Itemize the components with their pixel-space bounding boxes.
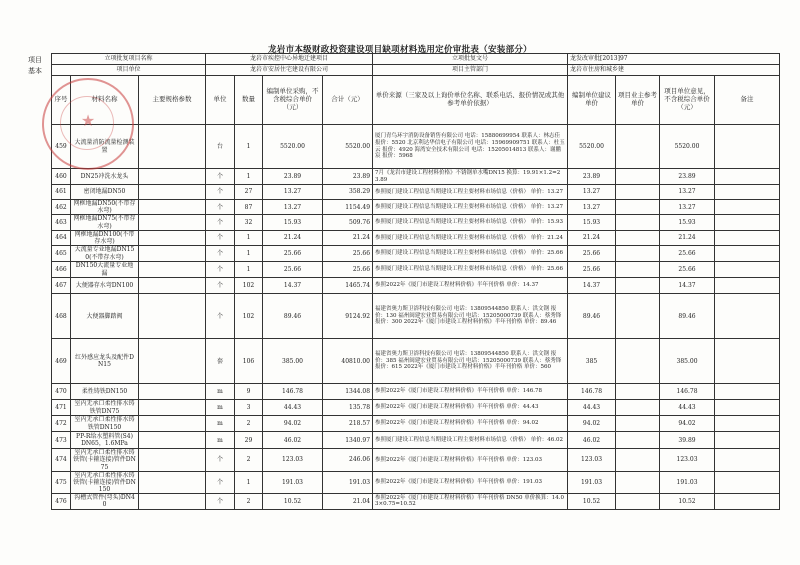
cell-total: 25.66 [323,246,373,262]
cell-remark [715,230,780,245]
cell-source: 参照2022年《厦门市建设工程材料价格》半年刊价格 单价：191.03 [373,471,568,494]
cell-seq: 464 [52,230,71,245]
authority-label: 项目主管部门 [373,65,568,76]
cell-remark [715,294,780,339]
cell-dept-price: 13.27 [660,200,715,215]
cell-name: DN25冲洗水龙头 [71,169,139,185]
cell-seq: 471 [52,400,71,416]
cell-dept-price: 10.52 [660,494,715,509]
cell-edit-price: 44.43 [568,400,616,416]
cell-spec [139,471,206,494]
cell-seq: 474 [52,449,71,472]
cell-unit: 个 [206,200,235,215]
page-title: 龙岩市本级财政投资建设项目缺项材料选用定价审批表（安装部分） [267,45,532,55]
cell-buy-price: 5520.00 [263,125,323,169]
approval-doc-value: 龙发改审批[2013]97 [568,54,780,65]
cell-edit-price: 14.37 [568,278,616,294]
cell-source: 参照2022年《厦门市建设工程材料价格》半年刊价格 单价：44.43 [373,400,568,416]
cell-name: 沟槽式管件(弯头)DN40 [71,494,139,509]
cell-seq: 470 [52,384,71,400]
cell-owner-price [616,125,660,169]
cell-qty: 1 [235,246,263,262]
cell-qty: 87 [235,200,263,215]
cell-spec [139,416,206,432]
cell-name: 柔性铸铁DN150 [71,384,139,400]
table-row [52,432,780,449]
cell-spec [139,494,206,509]
official-seal: ★ [42,78,134,170]
cell-seq: 461 [52,185,71,200]
header-buy-price: 编制单位采购，不含税综合单价（元） [263,76,323,125]
cell-source: 参照厦门建设工程信息当期建设工程主要材料市场信息（价格） 单价：25.66 [373,262,568,278]
cell-source: 参照厦门建设工程信息当期建设工程主要材料市场信息（价格） 单价：15.93 [373,215,568,230]
cell-unit: 个 [206,449,235,472]
cell-buy-price: 146.78 [263,384,323,400]
cell-remark [715,471,780,494]
cell-edit-price: 191.03 [568,471,616,494]
cell-owner-price [616,185,660,200]
cell-spec [139,230,206,245]
cell-remark [715,384,780,400]
cell-buy-price: 14.37 [263,278,323,294]
cell-spec [139,278,206,294]
cell-edit-price: 21.24 [568,230,616,245]
cell-seq: 468 [52,294,71,339]
cell-name: 室内无承口柔性排水铸铁管(卡箍连接)管件DN75 [71,449,139,472]
cell-name: 大便器脚踏阀 [71,294,139,339]
cell-remark [715,494,780,509]
cell-qty: 1 [235,169,263,185]
table-row [52,494,780,509]
cell-unit: m [206,416,235,432]
cell-name: 大流量专业地漏DN150(不带存水弯) [71,246,139,262]
meta-row-2 [52,65,780,76]
cell-owner-price [616,400,660,416]
cell-total: 358.29 [323,185,373,200]
cell-total: 135.78 [323,400,373,416]
cell-source: 7月《龙岩市建设工程材料价格》不锈钢单水嘴DN15 换算：19.91×1.2=23.89 [373,169,568,185]
cell-source: 参照2022年《厦门市建设工程材料价格》半年刊价格 单价：123.03 [373,449,568,472]
cell-qty: 2 [235,449,263,472]
cell-buy-price: 15.93 [263,215,323,230]
cell-dept-price: 44.43 [660,400,715,416]
cell-qty: 106 [235,339,263,384]
header-unit: 单位 [206,76,235,125]
cell-source: 参照厦门建设工程信息当期建设工程主要材料市场信息（价格） 单价：46.02 [373,432,568,449]
table-row [52,200,780,215]
cell-edit-price: 123.03 [568,449,616,472]
cell-source: 参照厦门建设工程信息当期建设工程主要材料市场信息（价格） 单价：21.24 [373,230,568,245]
cell-spec [139,384,206,400]
cell-total: 5520.00 [323,125,373,169]
cell-source: 福建省奥力斯卫浴科技有限公司 电话：13809544850 联系人：洪文钢 报价：385 福州闽建宏业贸易有限公司 电话：15205000739 联系人：蔡秀锋 报价：615 2022年《厦门市建设工程材料价格》半年刊价格 单价：560 [373,339,568,384]
cell-spec [139,400,206,416]
table-row [52,384,780,400]
cell-total: 246.06 [323,449,373,472]
cell-total: 21.24 [323,230,373,245]
cell-seq: 469 [52,339,71,384]
table-row [52,400,780,416]
cell-unit: 个 [206,494,235,509]
cell-remark [715,185,780,200]
cell-dept-price: 385.00 [660,339,715,384]
cell-unit: 个 [206,294,235,339]
table-row [52,416,780,432]
cell-edit-price: 385 [568,339,616,384]
cell-unit: 套 [206,339,235,384]
cell-unit: 个 [206,262,235,278]
cell-buy-price: 25.66 [263,262,323,278]
table-row [52,185,780,200]
header-dept-price: 项目单位意见，不含税综合单价（元） [660,76,715,125]
cell-seq: 465 [52,246,71,262]
cell-remark [715,246,780,262]
cell-remark [715,339,780,384]
cell-remark [715,215,780,230]
cell-name: 室内无承口柔性排水铸铁管DN75 [71,400,139,416]
cell-buy-price: 13.27 [263,185,323,200]
cell-name: 红外感应龙头及配件DN15 [71,339,139,384]
cell-dept-price: 13.27 [660,185,715,200]
cell-spec [139,169,206,185]
cell-unit: 个 [206,246,235,262]
cell-seq: 473 [52,432,71,449]
cell-seq: 459 [52,125,71,169]
cell-edit-price: 10.52 [568,494,616,509]
cell-dept-price: 123.03 [660,449,715,472]
header-qty: 数量 [235,76,263,125]
cell-edit-price: 23.89 [568,169,616,185]
cell-total: 23.89 [323,169,373,185]
cell-owner-price [616,449,660,472]
cell-remark [715,200,780,215]
cell-qty: 9 [235,384,263,400]
cell-dept-price: 39.89 [660,432,715,449]
cell-buy-price: 46.02 [263,432,323,449]
cell-total: 1340.97 [323,432,373,449]
side-label-basic: 基本 [28,67,42,75]
cell-spec [139,432,206,449]
cell-spec [139,262,206,278]
table-row [52,471,780,494]
cell-owner-price [616,278,660,294]
cell-total: 509.76 [323,215,373,230]
table-row [52,262,780,278]
cell-qty: 1 [235,471,263,494]
cell-owner-price [616,339,660,384]
cell-total: 40810.00 [323,339,373,384]
cell-unit: 台 [206,125,235,169]
cell-remark [715,416,780,432]
cell-dept-price: 21.24 [660,230,715,245]
cell-seq: 462 [52,200,71,215]
cell-owner-price [616,384,660,400]
cell-qty: 27 [235,185,263,200]
cell-name: 网框地漏DN75(不带存水弯) [71,215,139,230]
cell-qty: 1 [235,125,263,169]
cell-source: 参照2022年《厦门市建设工程材料价格》半年刊价格 单价：146.78 [373,384,568,400]
cell-spec [139,185,206,200]
cell-unit: 个 [206,278,235,294]
cell-buy-price: 385.00 [263,339,323,384]
cell-name: 网框地漏DN100(不带存水弯) [71,230,139,245]
cell-buy-price: 94.02 [263,416,323,432]
cell-buy-price: 23.89 [263,169,323,185]
cell-owner-price [616,432,660,449]
table-row [52,449,780,472]
cell-spec [139,215,206,230]
cell-qty: 102 [235,278,263,294]
cell-total: 1154.49 [323,200,373,215]
cell-unit: m [206,384,235,400]
meta-row-1 [52,54,780,65]
cell-source: 参照厦门建设工程信息当期建设工程主要材料市场信息（价格） 单价：13.27 [373,200,568,215]
header-name: 材料名称 [71,76,139,125]
cell-name: 密闭地漏DN50 [71,185,139,200]
cell-unit: m [206,400,235,416]
cell-spec [139,339,206,384]
cell-total: 1465.74 [323,278,373,294]
cell-remark [715,449,780,472]
cell-spec [139,200,206,215]
cell-buy-price: 191.03 [263,471,323,494]
cell-remark [715,125,780,169]
cell-remark [715,278,780,294]
cell-edit-price: 13.27 [568,185,616,200]
cell-seq: 467 [52,278,71,294]
header-source: 单价来源（三家及以上询价单位名称、联系电话、报价情况或其他参考单价依据） [373,76,568,125]
cell-source: 参照厦门建设工程信息当期建设工程主要材料市场信息（价格） 单价：25.66 [373,246,568,262]
cell-buy-price: 44.43 [263,400,323,416]
header-row [52,76,780,125]
cell-owner-price [616,230,660,245]
cell-seq: 472 [52,416,71,432]
cell-qty: 2 [235,494,263,509]
cell-spec [139,449,206,472]
cell-total: 1344.08 [323,384,373,400]
header-remark: 备注 [715,76,780,125]
cell-total: 21.04 [323,494,373,509]
cell-buy-price: 13.27 [263,200,323,215]
cell-edit-price: 15.93 [568,215,616,230]
cell-owner-price [616,494,660,509]
cell-edit-price: 5520.00 [568,125,616,169]
table-row [52,215,780,230]
cell-owner-price [616,169,660,185]
cell-name: 室内无承口柔性排水铸铁管DN150 [71,416,139,432]
cell-total: 218.57 [323,416,373,432]
cell-remark [715,432,780,449]
cell-dept-price: 23.89 [660,169,715,185]
cell-owner-price [616,246,660,262]
cell-unit: 个 [206,471,235,494]
cell-seq: 466 [52,262,71,278]
cell-dept-price: 89.46 [660,294,715,339]
cell-spec [139,294,206,339]
table-row [52,246,780,262]
cell-dept-price: 14.37 [660,278,715,294]
cell-buy-price: 123.03 [263,449,323,472]
builder-value: 龙岩市安居住宅建设有限公司 [206,65,373,76]
cell-name: 网框地漏DN50(不带存水弯) [71,200,139,215]
cell-seq: 463 [52,215,71,230]
cell-source: 福建省奥力斯卫浴科技有限公司 电话：13809544850 联系人：洪文钢 报价：130 福州闽建宏业贸易有限公司 电话：15205000739 联系人：蔡秀锋 报价：300 2022年《厦门市建设工程材料价格》半年刊价格 单价：89.46 [373,294,568,339]
cell-qty: 3 [235,400,263,416]
cell-qty: 1 [235,230,263,245]
cell-buy-price: 25.66 [263,246,323,262]
cell-qty: 1 [235,262,263,278]
cell-buy-price: 89.46 [263,294,323,339]
header-owner-price: 项目业主参考单价 [616,76,660,125]
cell-spec [139,246,206,262]
cell-dept-price: 191.03 [660,471,715,494]
cell-qty: 32 [235,215,263,230]
cell-edit-price: 25.66 [568,246,616,262]
cell-edit-price: 89.46 [568,294,616,339]
cell-dept-price: 25.66 [660,246,715,262]
cell-edit-price: 13.27 [568,200,616,215]
cell-name: 室内无承口柔性排水铸铁管(卡箍连接)管件DN150 [71,471,139,494]
cell-unit: 个 [206,169,235,185]
cell-total: 25.66 [323,262,373,278]
cell-unit: 个 [206,230,235,245]
approval-name-value: 龙岩市疾控中心异地迁建项目 [206,54,373,65]
cell-edit-price: 146.78 [568,384,616,400]
cell-seq: 476 [52,494,71,509]
table-row [52,294,780,339]
cell-dept-price: 146.78 [660,384,715,400]
cell-owner-price [616,262,660,278]
cell-spec [139,125,206,169]
cell-seq: 460 [52,169,71,185]
approval-table [51,53,780,510]
header-spec: 主要规格参数 [139,76,206,125]
table-row [52,278,780,294]
cell-name: PP-R给水塑料管(S4) DN65，1.6MPa [71,432,139,449]
cell-name: 大便器存水弯DN100 [71,278,139,294]
cell-qty: 102 [235,294,263,339]
cell-source: 厦门青鸟环宇消防设备销售有限公司 电话：15880699954 联系人：林志佳 报价：5520 北京利达华信电子有限公司 电话：15969909751 联系人：杜玉云 报价：4920 海湾安全技术有限公司 电话：15205014813 联系人：谢鹏宸 报价：5968 [373,125,568,169]
header-total: 合计（元） [323,76,373,125]
cell-edit-price: 25.66 [568,262,616,278]
cell-qty: 2 [235,416,263,432]
cell-remark [715,262,780,278]
cell-buy-price: 10.52 [263,494,323,509]
approval-name-label: 立项批复项目名称 [52,54,206,65]
cell-total: 9124.92 [323,294,373,339]
cell-name: 大流量消防流量检测装置 [71,125,139,169]
cell-owner-price [616,416,660,432]
cell-source: 参照2022年《厦门市建设工程材料价格》半年刊价格 DN50 单价换算：14.03×0.75=10.52 [373,494,568,509]
side-label-project: 项目 [28,56,42,64]
cell-source: 参照2022年《厦门市建设工程材料价格》半年刊价格 单价：94.02 [373,416,568,432]
cell-qty: 29 [235,432,263,449]
cell-dept-price: 15.93 [660,215,715,230]
cell-name: DN150大流量专业地漏 [71,262,139,278]
cell-edit-price: 46.02 [568,432,616,449]
cell-buy-price: 21.24 [263,230,323,245]
cell-dept-price: 94.02 [660,416,715,432]
cell-owner-price [616,294,660,339]
cell-total: 191.03 [323,471,373,494]
cell-unit: 个 [206,215,235,230]
cell-edit-price: 94.02 [568,416,616,432]
table-row [52,230,780,245]
table-row [52,339,780,384]
cell-owner-price [616,215,660,230]
cell-seq: 475 [52,471,71,494]
cell-unit: 个 [206,185,235,200]
header-seq: 序号 [52,76,71,125]
cell-remark [715,169,780,185]
table-row [52,169,780,185]
cell-dept-price: 5520.00 [660,125,715,169]
cell-dept-price: 25.66 [660,262,715,278]
cell-source: 参照厦门建设工程信息当期建设工程主要材料市场信息（价格） 单价：13.27 [373,185,568,200]
cell-unit: m [206,432,235,449]
authority-value: 龙岩市住房和城乡建 [568,65,780,76]
cell-remark [715,400,780,416]
cell-owner-price [616,200,660,215]
table-row [52,125,780,169]
header-edit-price: 编制单位建议单价 [568,76,616,125]
cell-owner-price [616,471,660,494]
approval-doc-label: 立项批复文号 [373,54,568,65]
cell-source: 参照2022年《厦门市建设工程材料价格》半年刊价格 单价：14.37 [373,278,568,294]
builder-label: 项目单位 [52,65,206,76]
